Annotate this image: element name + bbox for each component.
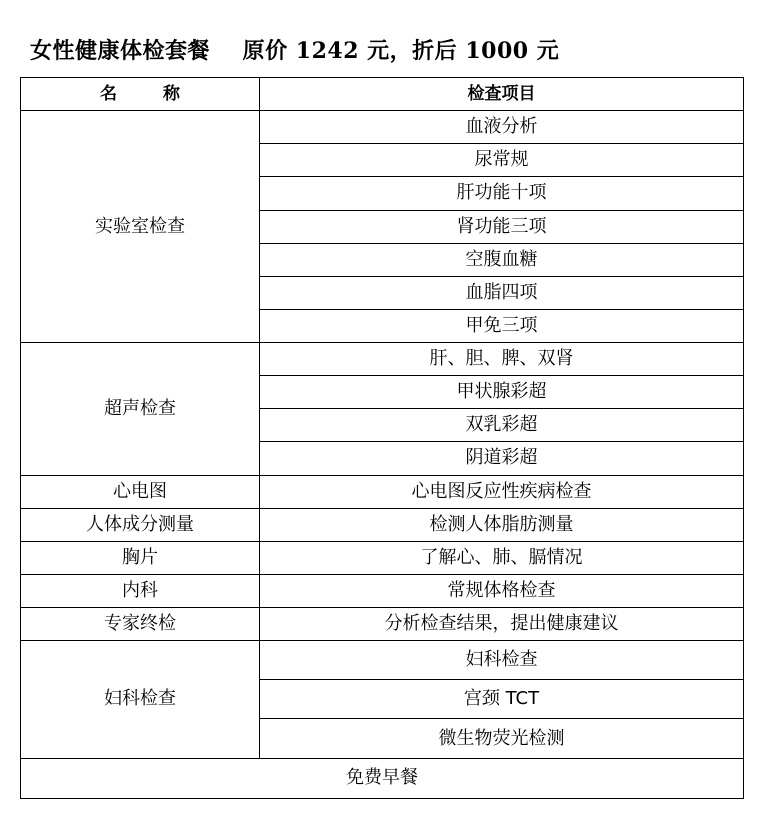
item-cell: 血液分析 (260, 111, 744, 144)
item-cell: 微生物荧光检测 (260, 719, 744, 758)
group-name-ecg: 心电图 (21, 475, 260, 508)
table-row (21, 111, 744, 144)
table-row (21, 343, 744, 376)
header-items: 检查项目 (260, 78, 744, 111)
footer-cell: 免费早餐 (21, 758, 744, 798)
item-cell: 空腹血糖 (260, 243, 744, 276)
item-cell: 肾功能三项 (260, 210, 744, 243)
group-name-lab: 实验室检查 (21, 111, 260, 343)
item-cell: 宫颈 TCT (260, 680, 744, 719)
checkup-table (20, 77, 744, 799)
item-cell: 尿常规 (260, 144, 744, 177)
item-cell: 肝、胆、脾、双肾 (260, 343, 744, 376)
table-row (21, 608, 744, 641)
item-cell: 阴道彩超 (260, 442, 744, 475)
group-name-gyn: 妇科检查 (21, 641, 260, 758)
item-cell: 心电图反应性疾病检查 (260, 475, 744, 508)
group-name-chest: 胸片 (21, 541, 260, 574)
table-row (21, 641, 744, 680)
group-name-expert: 专家终检 (21, 608, 260, 641)
group-name-ultrasound: 超声检查 (21, 343, 260, 476)
group-name-body: 人体成分测量 (21, 508, 260, 541)
group-name-internal: 内科 (21, 574, 260, 607)
item-cell: 甲状腺彩超 (260, 376, 744, 409)
item-cell: 甲免三项 (260, 309, 744, 342)
item-cell: 肝功能十项 (260, 177, 744, 210)
item-cell: 检测人体脂肪测量 (260, 508, 744, 541)
item-cell: 血脂四项 (260, 276, 744, 309)
item-cell: 双乳彩超 (260, 409, 744, 442)
header-name: 名 称 (21, 78, 260, 111)
item-cell: 了解心、肺、膈情况 (260, 541, 744, 574)
table-row (21, 475, 744, 508)
table-footer-row (21, 758, 744, 798)
item-cell: 常规体格检查 (260, 574, 744, 607)
item-cell: 分析检查结果，提出健康建议 (260, 608, 744, 641)
table-header-row (21, 78, 744, 111)
table-row (21, 508, 744, 541)
table-row (21, 574, 744, 607)
table-row (21, 541, 744, 574)
item-cell: 妇科检查 (260, 641, 744, 680)
page-title: 女性健康体检套餐 原价 1242 元，折后 1000 元 (30, 38, 560, 64)
